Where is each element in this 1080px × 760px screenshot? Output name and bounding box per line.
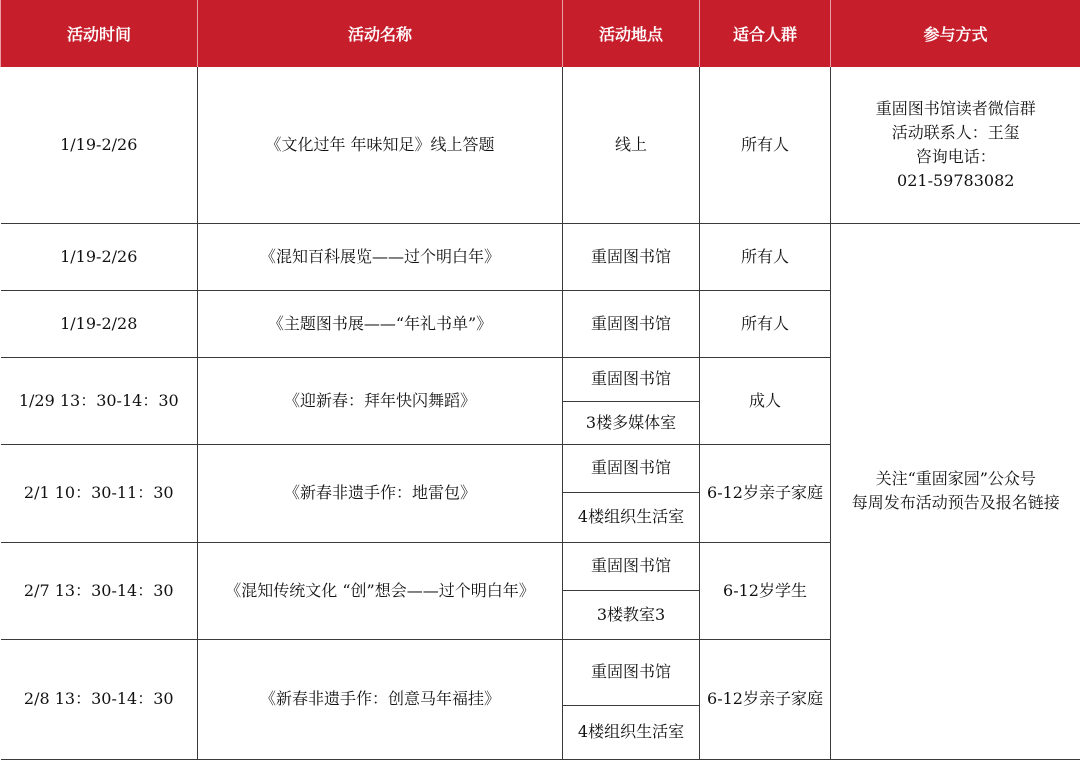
room-cell: 4楼组织生活室 <box>563 492 700 542</box>
time-cell: 2/7 13：30-14：30 <box>1 542 198 639</box>
name-cell: 《主题图书展——“年礼书单”》 <box>198 290 563 357</box>
time-cell: 1/19-2/26 <box>1 223 198 290</box>
room-cell: 4楼组织生活室 <box>563 705 700 759</box>
audience-cell: 所有人 <box>700 290 831 357</box>
method-line: 每周发布活动预告及报名链接 <box>835 491 1077 515</box>
method-line: 关注“重固家园”公众号 <box>835 467 1077 491</box>
place-cell: 重固图书馆 <box>563 639 700 705</box>
room-cell: 3楼多媒体室 <box>563 401 700 444</box>
time-cell: 1/29 13：30-14：30 <box>1 357 198 444</box>
audience-cell: 所有人 <box>700 67 831 223</box>
time-cell: 1/19-2/26 <box>1 67 198 223</box>
place-cell: 重固图书馆 <box>563 290 700 357</box>
method-line: 重固图书馆读者微信群 <box>835 97 1077 121</box>
name-cell: 《混知百科展览——过个明白年》 <box>198 223 563 290</box>
time-cell: 2/1 10：30-11：30 <box>1 444 198 542</box>
audience-cell: 成人 <box>700 357 831 444</box>
room-cell: 3楼教室3 <box>563 590 700 639</box>
method-line: 活动联系人：王玺 <box>835 121 1077 145</box>
place-cell: 线上 <box>563 67 700 223</box>
place-cell: 重固图书馆 <box>563 357 700 401</box>
place-cell: 重固图书馆 <box>563 542 700 590</box>
audience-cell: 6-12岁亲子家庭 <box>700 444 831 542</box>
header-audience: 适合人群 <box>700 0 831 67</box>
method-line: 咨询电话： <box>835 145 1077 169</box>
method-cell <box>831 67 1080 223</box>
audience-cell: 6-12岁学生 <box>700 542 831 639</box>
table-row <box>1 67 1080 223</box>
place-cell: 重固图书馆 <box>563 444 700 492</box>
time-cell: 2/8 13：30-14：30 <box>1 639 198 759</box>
audience-cell: 6-12岁亲子家庭 <box>700 639 831 759</box>
header-method: 参与方式 <box>831 0 1080 67</box>
header-row <box>1 0 1080 67</box>
place-cell: 重固图书馆 <box>563 223 700 290</box>
name-cell: 《文化过年 年味知足》线上答题 <box>198 67 563 223</box>
name-cell: 《混知传统文化 “创”想会——过个明白年》 <box>198 542 563 639</box>
name-cell: 《迎新春：拜年快闪舞蹈》 <box>198 357 563 444</box>
name-cell: 《新春非遗手作：创意马年福挂》 <box>198 639 563 759</box>
header-name: 活动名称 <box>198 0 563 67</box>
header-time: 活动时间 <box>1 0 198 67</box>
shared-method-cell <box>831 223 1080 759</box>
header-place: 活动地点 <box>563 0 700 67</box>
method-line: 021-59783082 <box>835 169 1077 193</box>
time-cell: 1/19-2/28 <box>1 290 198 357</box>
table-row <box>1 223 1080 290</box>
name-cell: 《新春非遗手作：地雷包》 <box>198 444 563 542</box>
audience-cell: 所有人 <box>700 223 831 290</box>
